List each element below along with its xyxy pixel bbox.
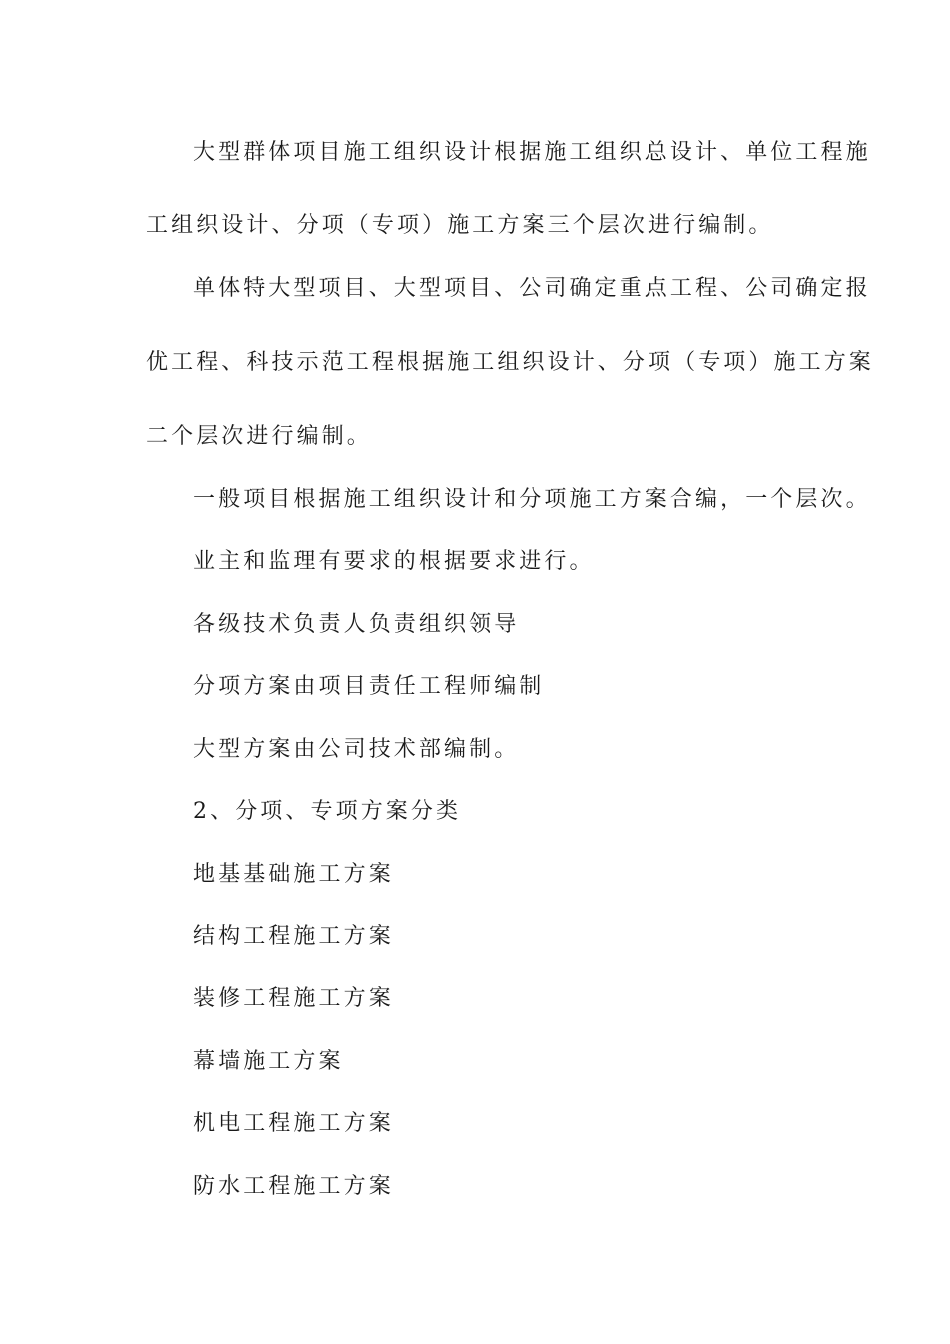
paragraph-line: 二个层次进行编制。: [146, 424, 372, 449]
list-item: 装修工程施工方案: [193, 986, 394, 1011]
paragraph-line: 一般项目根据施工组织设计和分项施工方案合编，一个层次。: [193, 487, 871, 512]
section-heading: 2、分项、专项方案分类: [193, 799, 462, 824]
paragraph-line: 优工程、科技示范工程根据施工组织设计、分项（专项）施工方案: [146, 350, 874, 375]
paragraph-line: 大型群体项目施工组织设计根据施工组织总设计、单位工程施: [193, 140, 871, 165]
paragraph-line: 工组织设计、分项（专项）施工方案三个层次进行编制。: [146, 213, 774, 238]
list-item: 防水工程施工方案: [193, 1174, 394, 1199]
list-item: 地基基础施工方案: [193, 862, 394, 887]
paragraph-line: 业主和监理有要求的根据要求进行。: [193, 549, 595, 574]
list-item: 结构工程施工方案: [193, 924, 394, 949]
paragraph-line: 各级技术负责人负责组织领导: [193, 612, 520, 637]
list-item: 幕墙施工方案: [193, 1049, 344, 1074]
paragraph-line: 大型方案由公司技术部编制。: [193, 737, 520, 762]
paragraph-line: 单体特大型项目、大型项目、公司确定重点工程、公司确定报: [193, 276, 871, 301]
paragraph-line: 分项方案由项目责任工程师编制: [193, 674, 545, 699]
list-item: 机电工程施工方案: [193, 1111, 394, 1136]
